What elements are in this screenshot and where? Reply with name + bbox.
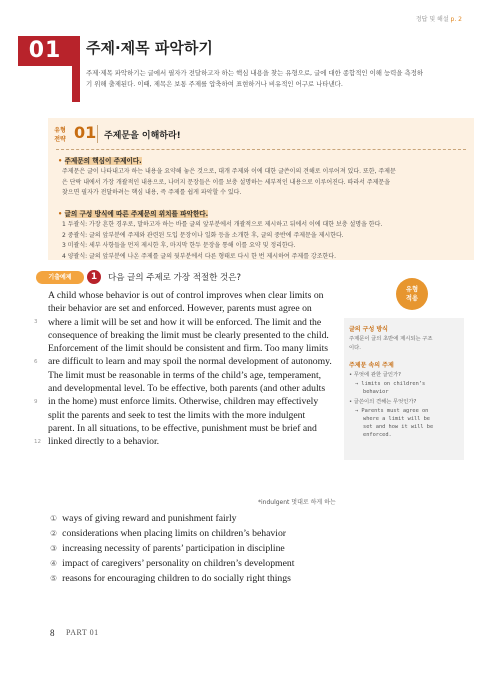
line-number: 6 — [34, 359, 38, 365]
strategy-rule — [56, 149, 466, 150]
passage-line: split the parents and seek to test the limits with the more indulgent — [48, 409, 306, 421]
answer-option[interactable] — [50, 543, 285, 554]
side-heading: 주제문 속의 주제 — [349, 362, 394, 369]
side-heading: 글의 구성 방식 — [349, 326, 388, 333]
badge-line: 유형 — [405, 286, 419, 293]
example-tag: 기출예제 — [36, 271, 84, 284]
option-marker: ③ — [50, 544, 58, 553]
vocabulary-gloss: *indulgent 멋대로 하게 하는 — [258, 499, 336, 506]
answer-page: p. 2 — [450, 16, 462, 23]
side-answer: → Parents must agree on — [355, 408, 429, 414]
chapter-desc-line: 기 위해 출제된다. 이때, 제목은 보통 주제를 압축하여 표현하거나 비유적인 어구로 나타낸다. — [86, 80, 343, 88]
bullet-icon: • — [58, 210, 63, 218]
heading-text: 글의 구성 방식에 따른 주제문의 위치를 파악한다. — [64, 210, 209, 218]
passage-line: The limit must be reasonable in terms of the child’s age, temperament, — [48, 369, 322, 381]
strategy-heading-2 — [58, 208, 208, 218]
passage-line: their behavior are set and enforced. However, parents must agree on — [48, 303, 312, 315]
apply-badge — [396, 278, 428, 310]
passage-line: linked directly to a behavior. — [48, 436, 160, 448]
passage-line: parent. In all situations, to be effective, punishment must be brief and — [48, 422, 317, 434]
side-note-content — [349, 324, 461, 439]
strategy-divider — [97, 125, 98, 143]
list-item: 2 중괄식: 글의 앞부분에 주제와 관련된 도입 문장이나 일화 등을 소개한 후, 글의 중반에 주제문을 제시한다. — [62, 231, 344, 239]
badge-line: 적용 — [405, 295, 419, 302]
side-question: • 무엇에 관한 글인가? — [349, 372, 401, 378]
option-marker: ④ — [50, 559, 58, 568]
question-prompt: 다음 글의 주제로 가장 적절한 것은? — [108, 273, 241, 283]
passage-line: and developmental level. To be effective, both parents (and other adults — [48, 383, 326, 395]
answer-option[interactable] — [50, 558, 294, 569]
strategy-heading-1 — [58, 155, 142, 165]
line-number: 12 — [34, 439, 41, 445]
passage-line: in the home) must enforce limits. Otherwise, children may effectively — [48, 396, 319, 408]
option-text: impact of caregivers’ personality on children’s development — [62, 558, 295, 569]
chapter-number: 01 — [18, 36, 72, 66]
chapter-title: 주제·제목 파악하기 — [86, 39, 213, 57]
answer-option[interactable] — [50, 573, 291, 584]
answer-option[interactable] — [50, 513, 237, 524]
option-marker: ⑤ — [50, 574, 58, 583]
line-number: 9 — [34, 399, 38, 405]
option-text: considerations when placing limits on children’s behavior — [62, 528, 287, 539]
passage-line: A child whose behavior is out of control improves when clear limits on — [48, 290, 324, 301]
side-answer: → limits on children’s — [355, 381, 426, 387]
option-marker: ② — [50, 529, 58, 538]
strategy-title: 주제문을 이해하라! — [104, 131, 181, 141]
part-label: PART 01 — [66, 628, 99, 637]
strategy-paragraph-1 — [62, 167, 466, 199]
reading-passage — [48, 289, 338, 449]
side-answer: behavior — [363, 389, 389, 395]
paragraph-line: 찾으면 필자가 전달하려는 핵심 내용, 즉 주제를 쉽게 파악할 수 있다. — [62, 189, 242, 196]
side-answer: enforced. — [363, 432, 392, 438]
passage-line: are difficult to learn and may spoil the normal development of autonomy. — [48, 356, 332, 368]
strategy-tag-line: 전략 — [54, 136, 66, 143]
answer-label: 정답 및 해설 — [415, 16, 449, 23]
option-text: increasing necessity of parents’ participation in discipline — [62, 543, 285, 554]
list-item: 1 두괄식: 가장 흔한 경우로, 말하고자 하는 바를 글의 앞부분에서 개괄적으로 제시하고 뒤에서 이에 대한 보충 설명을 한다. — [62, 221, 383, 228]
side-question: • 글쓴이의 견해는 무엇인가? — [349, 399, 417, 405]
bullet-icon: • — [58, 157, 63, 165]
passage-line: Enforcement of the limit should be consistent and firm. Too many limits — [48, 343, 329, 355]
option-marker: ① — [50, 514, 58, 523]
chapter-accent-bar — [72, 36, 80, 102]
paragraph-line: 주제문은 글이 나타내고자 하는 내용을 요약해 놓은 것으로, 대개 주제와 이에 대한 글쓴이의 견해로 이루어져 있다. 또한, 주제문 — [62, 168, 396, 175]
chapter-description — [86, 68, 461, 90]
line-number: 3 — [34, 319, 38, 325]
strategy-tag — [50, 126, 70, 146]
list-item: 4 양괄식: 글의 앞부분에 나온 주제를 글의 뒷부분에서 다른 형태로 다시 한 번 제시하여 주제를 강조한다. — [62, 252, 336, 260]
answer-option[interactable] — [50, 528, 286, 539]
option-text: reasons for encouraging children to do socially right things — [62, 573, 291, 584]
paragraph-line: 은 단락 내에서 가장 개괄적인 내용으로, 나머지 문장들은 이를 보충 설명하는 세부적인 내용으로 이루어진다. 따라서 주제문을 — [62, 178, 391, 186]
heading-text: 주제문의 핵심이 주제이다. — [64, 157, 142, 165]
page-number: 8 — [50, 628, 55, 638]
answer-page-reference — [416, 14, 462, 23]
side-text: 이다. — [349, 345, 361, 351]
strategy-tag-line: 유형 — [54, 127, 66, 134]
strategy-list — [62, 220, 466, 262]
side-answer: set and how it will be — [363, 424, 434, 430]
question-number: 1 — [87, 270, 101, 284]
option-text: ways of giving reward and punishment fairly — [62, 513, 237, 524]
passage-line: consequence of breaking the limit must be clearly presented to the child. — [48, 329, 329, 341]
list-item: 3 미괄식: 세부 사항들을 먼저 제시한 후, 마지막 한두 문장을 통해 이를 요약 및 정리한다. — [62, 242, 296, 249]
side-text: 주제문이 글의 초반에 제시되는 구조 — [349, 336, 433, 342]
chapter-desc-line: 주제·제목 파악하기는 글에서 필자가 전달하고자 하는 핵심 내용을 찾는 유형으로, 글에 대한 종합적인 이해 능력을 측정하 — [86, 69, 424, 77]
passage-line: where a limit will be set and how it will be enforced. The limit and the — [48, 316, 322, 328]
strategy-number: 01 — [74, 123, 97, 142]
side-answer: where a limit will be — [363, 416, 430, 422]
